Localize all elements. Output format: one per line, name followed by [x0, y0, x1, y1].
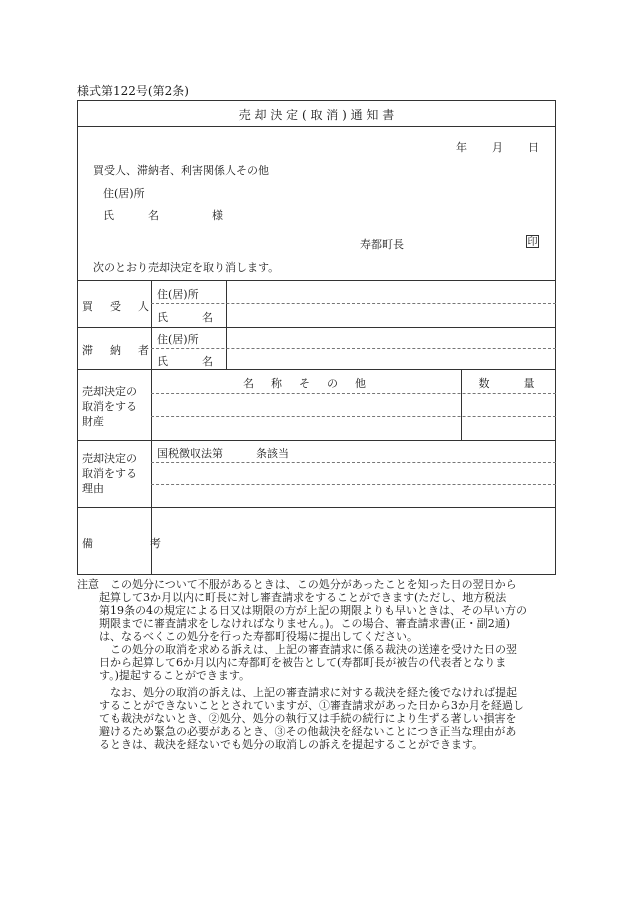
delinquent-address-label: 住(居)所: [157, 333, 199, 346]
buyer-name-label: 氏 名: [157, 311, 217, 324]
notes-section: [77, 578, 527, 751]
reason-dashed-line-2: [151, 484, 556, 485]
delinquent-label: 滞 納 者: [82, 344, 152, 357]
property-name-header: 名 称 そ の 他: [243, 377, 369, 390]
delinquent-dashed-line: [151, 348, 556, 349]
buyer-bottom-line: [77, 327, 556, 328]
form-number: 様式第122号(第2条): [77, 84, 189, 98]
property-dashed-line-1: [151, 393, 556, 394]
note-line: 期限までに審査請求をしなければなりません。)。この場合、審査請求書(正・副2通): [99, 617, 511, 630]
buyer-address-label: 住(居)所: [157, 288, 199, 301]
buyer-label: 買 受 人: [82, 300, 152, 313]
date-day-label: 日: [528, 141, 539, 154]
reason-label-line-3: 理由: [82, 482, 104, 495]
note-line: 避けるため緊急の必要があるとき、③その他裁決を経ないことにつき正当な理由があ: [99, 725, 517, 738]
property-label-line-1: 売却決定の: [82, 385, 137, 398]
property-quantity-header: 数 量: [478, 377, 539, 390]
title-divider: [77, 126, 556, 127]
note-line: することができないこととされていますが、①審査請求があった日から3か月を経過し: [99, 699, 524, 712]
note-line: るときは、裁決を経ないでも処分の取消しの訴えを提起することができます。: [99, 738, 484, 751]
note-line: 起算して3か月以内に町長に対し審査請求をすることができます(ただし、地方税法: [99, 591, 507, 604]
note-line: 注意 この処分について不服があるときは、この処分があったことを知った日の翌日から: [77, 578, 517, 591]
table-top-line: [77, 280, 556, 281]
delinquent-bottom-line: [77, 369, 556, 370]
issuer-name: 寿都町長: [360, 238, 404, 251]
seal-mark: 印: [527, 237, 538, 248]
addressee-line: 買受人、滞納者、利害関係人その他: [93, 164, 269, 177]
note-line: ても裁決がないとき、②処分、処分の執行又は手続の続行により生ずる著しい損害を: [99, 712, 517, 725]
sub-label-column-divider: [226, 280, 227, 369]
form-title: 売 却 決 定 ( 取 消 ) 通 知 書: [238, 108, 395, 122]
note-line: なお、処分の取消の訴えは、上記の審査請求に対する裁決を経た後でなければ提起: [110, 686, 517, 699]
buyer-dashed-line: [151, 303, 556, 304]
delinquent-name-label: 氏 名: [157, 355, 217, 368]
property-dashed-line-2: [151, 416, 556, 417]
reason-label-line-2: 取消をする: [82, 467, 137, 480]
date-month-label: 月: [492, 141, 503, 154]
note-line: 日から起算して6か月以内に寿都町を被告として(寿都町長が被告の代表者となりま: [99, 656, 507, 669]
reason-text: 国税徴収法第 条該当: [157, 447, 289, 460]
note-line: す。)提起することができます。: [99, 669, 251, 682]
label-column-divider: [151, 280, 152, 575]
property-bottom-line: [77, 440, 556, 441]
addressee-name-label: 氏 名: [103, 209, 163, 222]
reason-dashed-line-1: [151, 462, 556, 463]
reason-bottom-line: [77, 507, 556, 508]
remarks-label: 備 考: [82, 537, 167, 550]
note-line: は、なるべくこの処分を行った寿都町役場に提出してください。: [99, 630, 418, 643]
reason-label-line-1: 売却決定の: [82, 452, 137, 465]
intro-text: 次のとおり売却決定を取り消します。: [93, 261, 280, 274]
property-label-line-2: 取消をする: [82, 400, 137, 413]
property-label: [82, 384, 137, 429]
reason-label: [82, 451, 137, 496]
property-label-line-3: 財産: [82, 415, 104, 428]
date-year-label: 年: [456, 141, 467, 154]
note-line: この処分の取消を求める訴えは、上記の審査請求に係る裁決の送達を受けた日の翌: [110, 643, 517, 656]
note-line: 第19条の4の規定による日又は期限の方が上記の期限よりも早いときは、その早い方の: [99, 604, 527, 617]
addressee-sama: 様: [212, 209, 223, 222]
addressee-address-label: 住(居)所: [103, 187, 145, 200]
